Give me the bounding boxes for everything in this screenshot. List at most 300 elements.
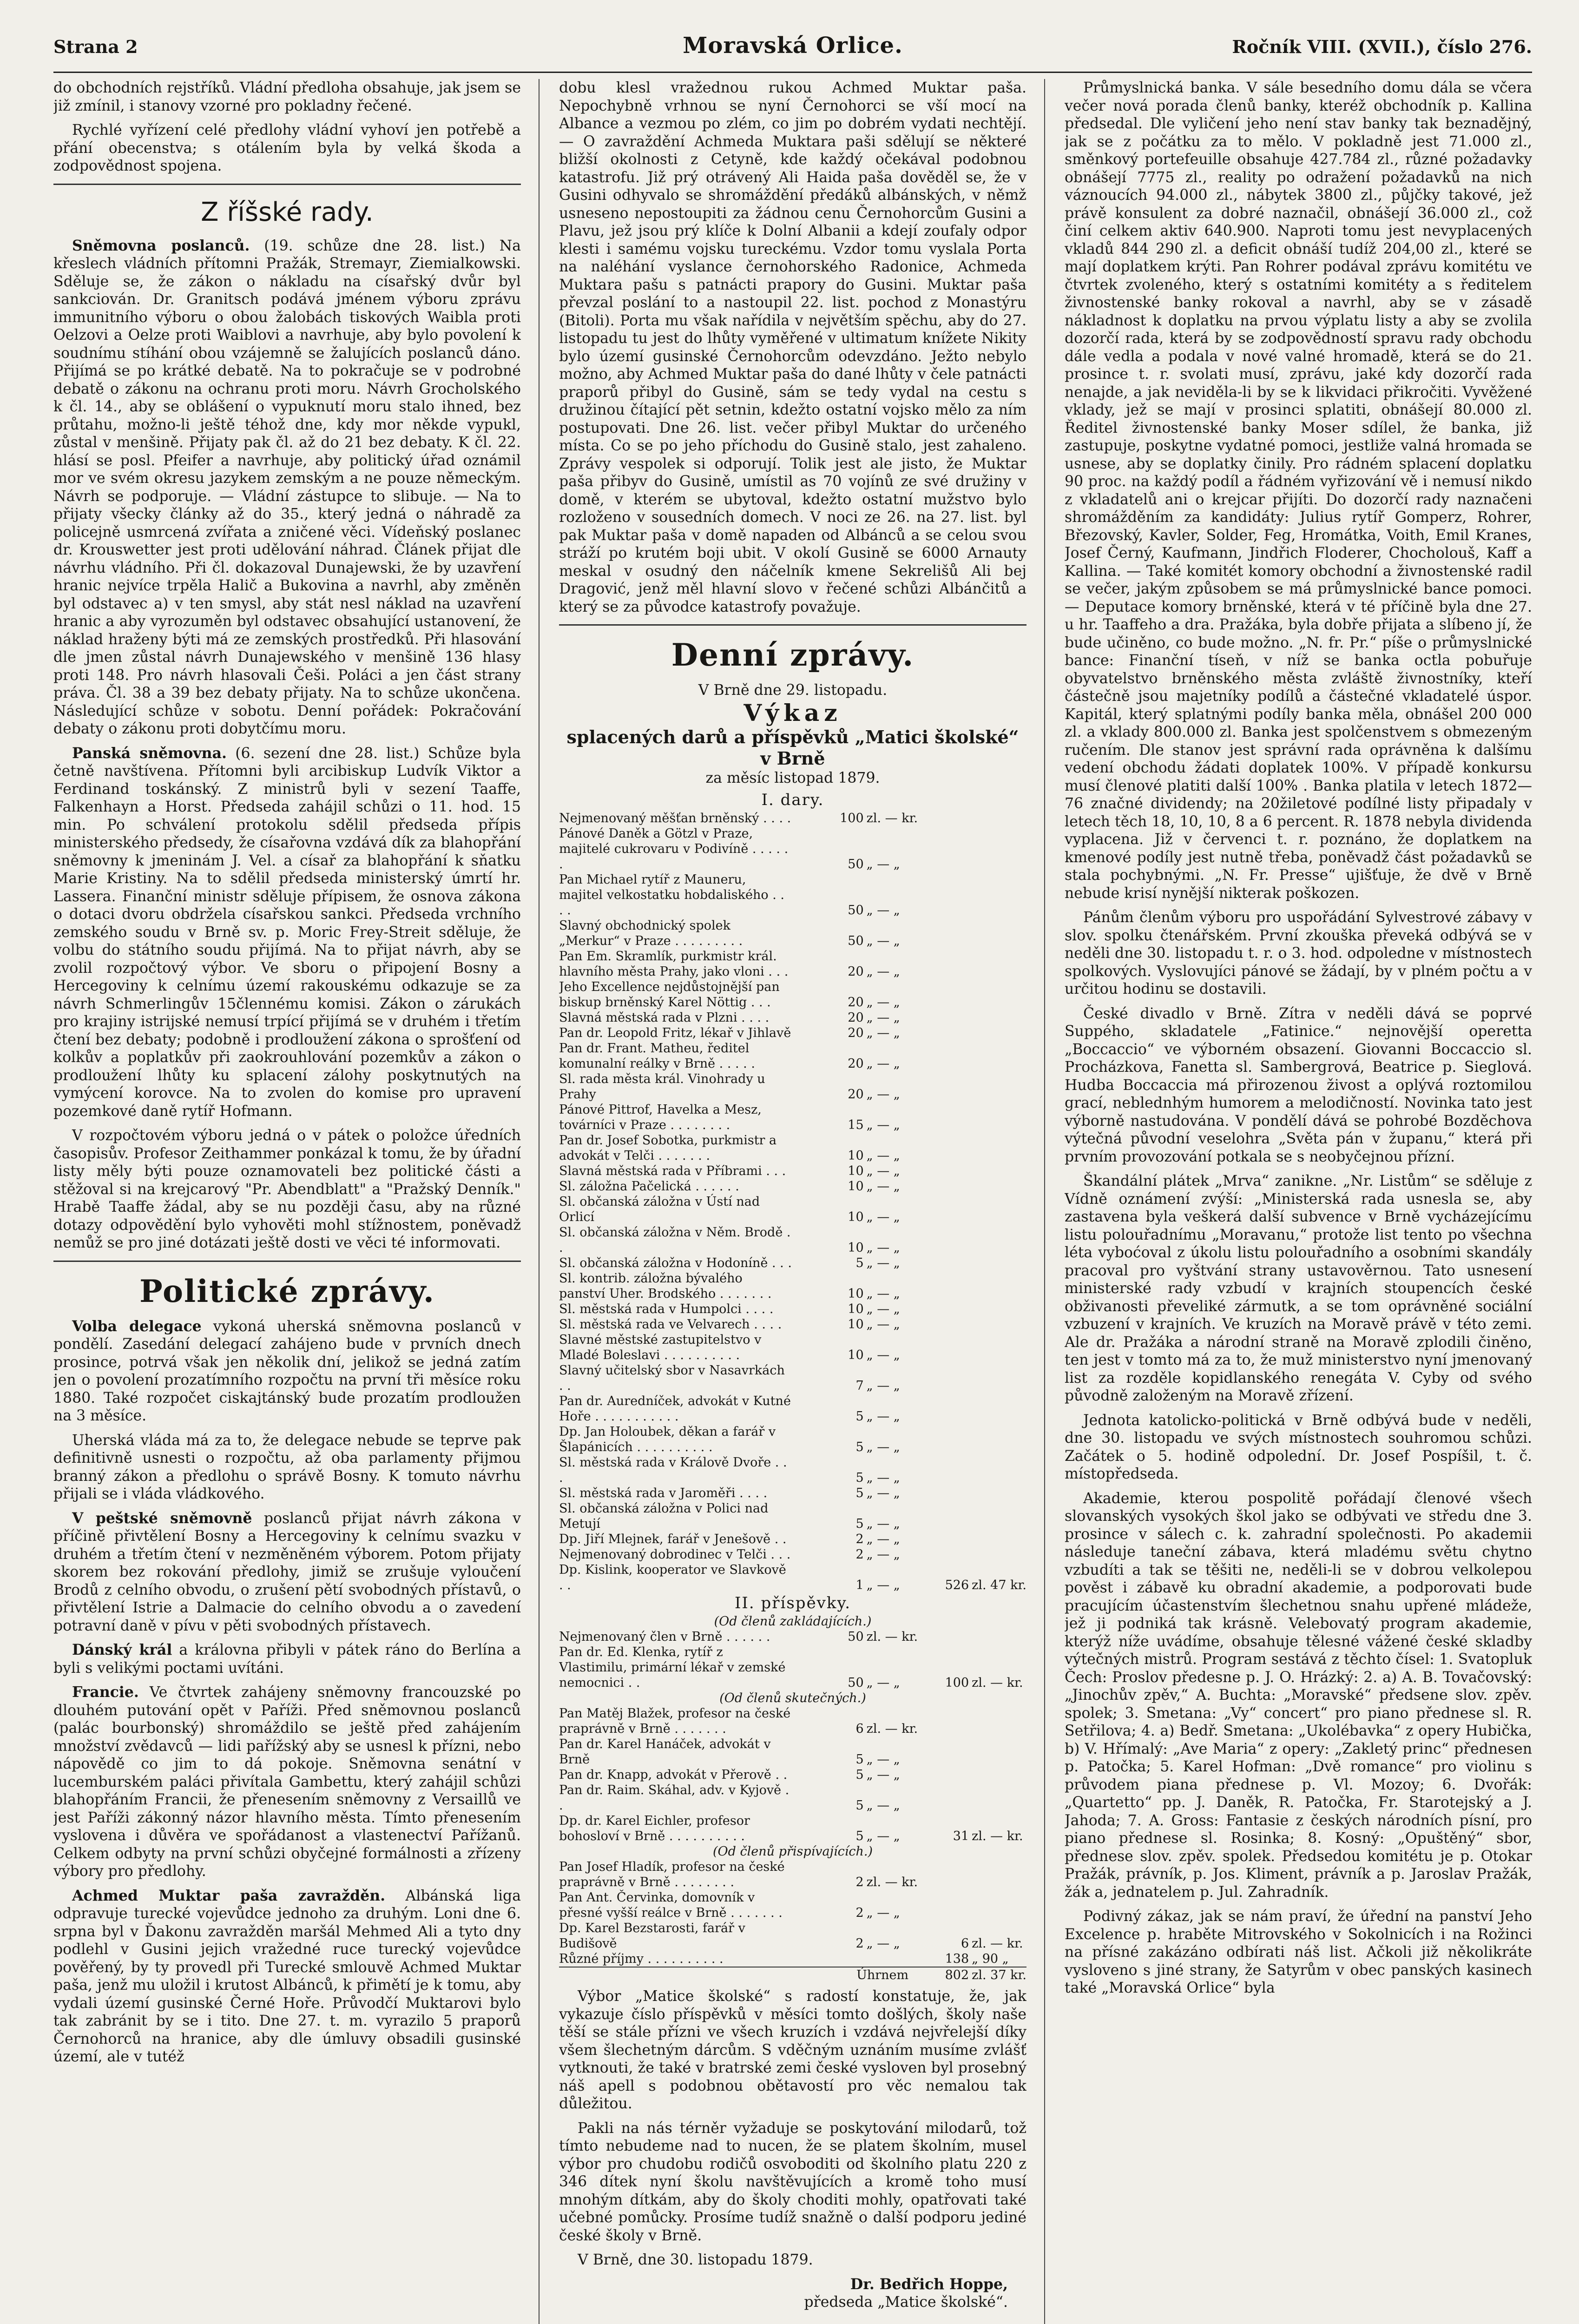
masthead-title: Moravská Orlice.	[683, 33, 903, 59]
article-heading: Sněmovna poslanců.	[72, 237, 250, 254]
donor-name: Jeho Excellence nejdůstojnější pan biskup brněnský Karel Nöttig . . .	[559, 980, 780, 1010]
amount-unit: „ — „	[866, 1379, 900, 1393]
subtotal-unit	[969, 1547, 1026, 1562]
article-paragraph: Uherská vláda má za to, že delegace nebude se teprve pak definitivně usnesti o rozpočtu, až oba parlamenty přijmou branný zákon a předlohu o správě Bosny. K tomuto návrhu přijali se i vláda vládkového.	[53, 1432, 521, 1502]
table-row	[559, 1071, 1026, 1102]
subtotal	[918, 1424, 969, 1455]
table-row	[559, 1041, 1026, 1071]
section-heading-denni-zpravy: Denní zprávy.	[671, 637, 915, 673]
table-row	[559, 1890, 1026, 1921]
subtotal-unit	[969, 1424, 1026, 1455]
donor-name: Sl. občanská záložna v Něm. Brodě . .	[559, 1225, 791, 1255]
table-subsection-note	[559, 1690, 1026, 1706]
donor-name: Dp. dr. Karel Eichler, profesor bohosloví v Brně . . . . . . . . . .	[559, 1814, 750, 1843]
donor-name: Dp. Jan Holoubek, děkan a farář v Šlapánicích . . . . . . . . . .	[559, 1425, 776, 1454]
amount-unit: „ — „	[866, 1348, 900, 1362]
amount: 20	[848, 995, 864, 1010]
amount: 20	[848, 1056, 864, 1071]
subtotal-unit	[969, 949, 1026, 979]
donor-name: Pan dr. Frant. Matheu, ředitel komunalní reálky v Brně . . . . .	[559, 1041, 755, 1071]
signature-role: předseda „Matice školské“.	[804, 2294, 1008, 2311]
table-row	[559, 1424, 1026, 1455]
article-heading: Achmed Muktar paša zavražděn.	[72, 1887, 386, 1904]
amount: 20	[848, 964, 864, 979]
amount-unit: „ — „	[866, 1578, 900, 1592]
amount-unit: „ — „	[866, 1056, 900, 1071]
subtotal	[918, 1767, 969, 1783]
amount-unit: „ — „	[866, 1768, 900, 1782]
table-row	[559, 826, 1026, 872]
donor-name: Pan dr. Auredníček, advokát v Kutné Hoře . . . . . . . . . . .	[559, 1394, 791, 1424]
amount: 50	[848, 857, 864, 872]
article-paragraph: Akademie, kterou pospolitě pořádají členové všech slovanských vysokých škol jako se odbývati ve středu dne 3. prosince v sálech c. k. zahradní společnosti. Po akademii následuje taneční zábava, která mladému světu chytno vzbudíti a tak se těšiti ne, neděli-li se v dobrou velkolepou pověst i zábavě ku obradní akademie, a podporovati bude pracujícím účastenstvím šlechetnou snahu upřené mládeže, jež ji podniká tak krásně. Velebovatý program akademie, kterýž níže uvádíme, obsahuje tělesné vážené české skladby výtečných mistrů. Program sestává z těchto čísel: 1. Svatopluk Čech: Proslov předesne p. J. O. Hrázký: 2. a) A. B. Tovačovský: „Jinochův zpěv,“ A. Buchta: „Moravské“ předsene slov. zpěv. spolek; 3. Smetana: „Vy“ concert“ pro piano přednese sl. R. Setřilova; 4. a) Bedř. Smetana: „Ukolébavka“ z opery Hubička, b) V. Hřímalý: „Ave Maria“ z opery: „Zakletý princ“ přednesen p. Patočka; 5. Karel Hofman: „Dvě romance“ pro violinu s průvodem piana přednese p. Vl. Mozoy; 6. Dvořák: „Quartetto“ pp. J. Daněk, R. Patočka, Fr. Starotejský a J. Jahoda; 7. A. Gross: Fantasie z českých národních písní, pro piano přednese sl. Rosinka; 8. Kosný: „Opuštěný“ sbor, přednese slov. zpěv. spolek. Předsedou komitétu je p. Otokar Pražák, právník, p. Jos. Kliment, právník a p. Jaroslav Pražák, žák a, jednatelem p. Jul. Zahradník.	[1065, 1490, 1532, 1901]
subtotal	[918, 1363, 969, 1393]
donations-table	[559, 790, 1026, 1983]
article-paragraph: Jednota katolicko-politická v Brně odbývá bude v neděli, dne 30. listopadu ve svých místnostech souhromou schůzi. Začátek o 5. hodině odpolední. Dr. Josef Pospíšil, t. č. místopředseda.	[1065, 1412, 1532, 1482]
article-heading: Panská sněmovna.	[72, 744, 227, 762]
subtotal-unit: zl. — kr.	[972, 1936, 1023, 1951]
amount: 5	[855, 1768, 864, 1782]
table-row	[559, 1025, 1026, 1041]
subtotal: 138	[945, 1952, 969, 1966]
subtotal-unit	[969, 918, 1026, 949]
subtotal	[918, 1532, 969, 1547]
donor-name: Pánové Pittrof, Havelka a Mesz, továrníci v Praze . . . . . . . .	[559, 1103, 762, 1132]
amount: 10	[848, 1348, 864, 1362]
amount: 50	[848, 1630, 864, 1644]
column-divider	[1044, 79, 1045, 2324]
article-paragraph: Průmyslnická banka. V sále besedního domu dála se včera večer nová porada členů banky, kteréž obchodník p. Kallina předsedal. Dle vyličení jeho není stav banky tak beznadějný, jak se z počátku za to mělo. V pokladně jest 71.000 zl., směnkový portefeuille obsahuje 427.784 zl., různé požadavky obnášejí 7775 zl., reality po odražení požadavků na nich váznoucích 94.000 zl., nábytek 3800 zl., půjčky takové, jež právě konsulent za dobré naznačil, obnášejí 36.000 zl., což činí celkem aktiv 640.900. Naproti tomu jest nevyplacených vkladů 844 290 zl. a deficit obnáší tudíž 204,00 zl., které se mají doplatkem krýti. Pan Rohrer podával zprávu komitétu ve čtvrtek zvoleného, který s ostatními komitéty a s ředitelem živnostenské banky rokoval a navrhl, aby se v zásadě nákladnost k doplatku na prvou výplatu listy a aby se zvolila dozorčí rada, která by se zodpovědností spravu rady obchodu dále vedla a podala v nové valné hromadě, která se do 21. prosince t. r. svolati musí, zprávu, jaké kdy dozorčí rada nenajde, a jak neviděla-li by se k likvidaci přikročiti. Vyvěžené vklady, jež se mají v prosinci splatiti, obnášejí 80.000 zl. Ředitel živnostenské banky Moser sdílel, že banka, již zastupuje, poskytne vydatné pomoci, jestliže valná hromada se usnese, aby se doplatky činily. Pro rádném splacení doplatku 90 proc. na každý podíl a řádném vyřizování vě i nemusí nikdo z vkladatelů ani o krejcar přijíti. Do dozorčí rady naznačeni shromážděním za kandidáty: Julius rytíř Gomperz, Rohrer, Březovský, Kavler, Solder, Feg, Hromátka, Voith, Emil Kranes, Josef Černý, Kaufmann, Jindřich Floderer, Chocholouš, Kaff a Kallina. — Také komitét komory obchodní a živnostenské radil se večer, jakým způsobem se má průmyslnické bance pomoci. — Deputace komory brněnské, která v té příčině byla dne 27. u hr. Taaffeho a dra. Pražáka, byla dobře přijata a slíbeno jí, že bude učiněno, co bude možno. „N. fr. Pr.“ píše o průmyslnické bance: Finanční tíseň, v níž se banka octla pobuřuje obyvatelstvo brněnského města zvláště živnostníky, kteří částečně jsou majetníky podílů a částečné vkladatelé úspor. Kapitál, který splatnými podíly banka měla, obnášel 200 000 zl. a vklady 800.000 zl. Banka jest spolčenstvem s obmezeným ručením. Dle stanov jest správní rada oprávněna k dalšímu vedení obchodu žádati doplatek 100%. V případě konkursu musí členové platiti další 100% . Banka platila v letech 1872—76 značné dividendy; na 20žiletové podílné listy připadaly v letech těch 18, 10, 10, 8 a 6 percent. R. 1878 nebyla dividenda vyplacena. Již v červenci t. r. poznáno, že doplatkem na kmenové podíly jest nutně třeba, poněvadž část požadavků se stala pochybnými. „N. Fr. Presse“ ujišťuje, že dvě v Brně nebude krisí nynější nikterak poškozen.	[1065, 79, 1532, 902]
table-row	[559, 1501, 1026, 1532]
subtotal-unit: „ 90 „	[972, 1952, 1009, 1966]
article-body: poslanců přijat návrh zákona v příčině přivtělení Bosny a Hercegoviny k celnímu svazku v druhém a třetím čtení v nezměněném výborem. Potom přijaty skorem bez rokování předlohy, jimiž se zrušuje vyloučení Brodů z celního obvodu, o zrušení pětí svobodných přístavů, o přivtělení Istrie a Dalmacie do celního obvodu a o zavedení potravní daně v pívu v pěti svobodných přístavech.	[53, 1510, 521, 1634]
subtotal	[918, 1859, 969, 1890]
amount-unit: „ — „	[866, 1026, 900, 1040]
donor-name: Pan dr. Knapp, advokát v Přerově . .	[559, 1768, 788, 1782]
subtotal-unit	[969, 1706, 1026, 1736]
table-row	[559, 1547, 1026, 1562]
subtotal	[918, 1271, 969, 1301]
donor-name: Pan Michael rytíř z Mauneru, majitel velkostatku hobdaliského . . . .	[559, 872, 784, 918]
subtotal-unit	[969, 1629, 1026, 1644]
article-body: a královna přibyli v pátek ráno do Berlína a byli s velikými poctami uvítáni.	[53, 1642, 521, 1677]
subtotal-unit	[969, 1271, 1026, 1301]
subtotal	[918, 1393, 969, 1424]
amount-unit: „ — „	[866, 1440, 900, 1454]
vykaz-period: za měsíc listopad 1879.	[705, 769, 880, 786]
subtotal-unit	[969, 1301, 1026, 1317]
subtotal-unit	[969, 1225, 1026, 1255]
subtotal-unit: zl. 47 kr.	[972, 1578, 1026, 1592]
amount: 2	[855, 1547, 864, 1562]
subtotal: 31	[953, 1829, 969, 1843]
amount: 2	[855, 1875, 864, 1889]
donor-name: Pan dr. Raim. Skáhal, adv. v Kyjově . .	[559, 1783, 790, 1813]
amount: 10	[848, 1317, 864, 1332]
subtotal-unit	[969, 1163, 1026, 1179]
subtotal	[918, 1455, 969, 1486]
table-row	[559, 1562, 1026, 1593]
subtotal-unit: zl. — kr.	[972, 1676, 1023, 1690]
table-row	[559, 1629, 1026, 1644]
article-paragraph: Pánům členům výboru pro uspořádání Sylvestrové zábavy v slov. spolku čtenářském. První zkouška převeká odbývá se v neděli dne 30. listopadu t. r. o 3. hod. odpoledne v místnostech spolkových. Vyslovujíci pánové se žádají, by v plném počtu a v určitou hodinu se dostavili.	[1065, 909, 1532, 997]
amount-unit: zl. — kr.	[866, 811, 918, 825]
table-row	[559, 1951, 1026, 1967]
column-2	[559, 79, 1026, 2324]
newspaper-page	[53, 33, 1532, 2324]
amount-unit: „ — „	[866, 1936, 900, 1951]
amount: 7	[855, 1379, 864, 1393]
article-paragraph: V rozpočtovém výboru jedná o v pátek o položce úředních časopisův. Profesor Zeithammer ponkázal k tomu, že by úřadní listy měly býti pouze oznamovateli bez politické části a stěžoval si na krejcarový "Pr. Abendblatt" a "Pražský Denník." Hrabě Taaffe žádal, aby se nu později času, aby na různé dotazy odpovědění bylo vyhověti mohl stížnostem, poněvadž nemůž se pro jiné dotázati ještě dosti ve věci té informovati.	[53, 1127, 521, 1251]
subtotal	[918, 1890, 969, 1921]
subtotal-unit	[969, 1071, 1026, 1102]
section-rule	[559, 624, 1026, 626]
donor-name: Pan Josef Hladík, profesor na české praprávně v Brně . . . . . . . .	[559, 1860, 785, 1889]
column-1	[53, 79, 521, 2324]
table-row	[559, 1813, 1026, 1844]
article-body: Albánská liga odpravuje turecké vojevůdce jednoho za druhým. Loni dne 6. srpna byl v Ďakonu zavražděn maršál Mehmed Ali a tyto dny podlehl v Gusini jejich vražedné ruce turecký vojevůdce pověřený, by ty provedl při Turecké smlouvě Achmed Muktar paša, jenž mu uložil i krutost Albánců, k přimětí je k tomu, aby vydali území gusinské Černé Hoře. Průvodčí Muktarovi bylo tak zabránit by se i tito. Dne 27. t. m. vyrazilo 5 praporů Černohorců na hranice, aby dle úmluvy obsadili gusinské území, ale v tutéž	[53, 1887, 521, 2065]
amount: 5	[855, 1798, 864, 1813]
amount: 20	[848, 1026, 864, 1040]
section-heading-risske-rady: Z říšské rady.	[201, 197, 374, 227]
donor-name: Pan dr. Leopold Fritz, lékař v Jihlavě	[559, 1026, 791, 1040]
donor-name: Nejmenovaný dobrodinec v Telči . . .	[559, 1547, 791, 1562]
amount: 20	[848, 1087, 864, 1102]
subtotal-unit	[969, 1317, 1026, 1332]
subtotal	[918, 1194, 969, 1225]
table-row	[559, 1363, 1026, 1393]
amount: 5	[855, 1486, 864, 1500]
subtotal-unit	[969, 1255, 1026, 1271]
subtotal	[918, 979, 969, 1010]
amount: 15	[848, 1118, 864, 1132]
amount: 5	[855, 1256, 864, 1270]
amount: 2	[855, 1532, 864, 1546]
amount: 10	[848, 1149, 864, 1163]
subtotal-unit	[969, 1455, 1026, 1486]
subtotal-unit: zl. — kr.	[972, 1829, 1023, 1843]
subtotal-unit	[969, 1859, 1026, 1890]
subtotal	[918, 1102, 969, 1133]
amount-unit: „ — „	[866, 1087, 900, 1102]
subtotal	[918, 826, 969, 872]
table-row	[559, 1486, 1026, 1501]
table-row	[559, 1393, 1026, 1424]
issue-info: Ročník VIII. (XVII.), číslo 276.	[1232, 36, 1532, 57]
amount: 5	[855, 1829, 864, 1843]
donor-name: Slavná městská rada v Plzni . . . .	[559, 1010, 770, 1025]
vykaz-title: Výkaz	[743, 699, 842, 726]
subtotal	[918, 949, 969, 979]
table-row	[559, 811, 1026, 826]
amount-unit: „ — „	[866, 1149, 900, 1163]
article-heading: Dánský král	[72, 1641, 172, 1658]
subsection-label: (Od členů přispívajících.)	[713, 1844, 873, 1859]
subtotal-unit	[969, 811, 1026, 826]
subtotal-unit	[969, 1179, 1026, 1194]
section-heading-politicke-zpravy: Politické zprávy.	[139, 1273, 435, 1309]
subtotal-unit	[969, 1025, 1026, 1041]
subtotal	[918, 1133, 969, 1163]
subtotal	[918, 1071, 969, 1102]
subtotal-unit	[969, 1890, 1026, 1921]
amount: 20	[848, 1010, 864, 1025]
closing-date: V Brně, dne 30. listopadu 1879.	[578, 2251, 813, 2268]
subtotal-unit	[969, 1194, 1026, 1225]
subtotal	[918, 1301, 969, 1317]
subtotal-unit	[969, 1102, 1026, 1133]
amount-unit: „ — „	[866, 1532, 900, 1546]
subtotal-unit	[969, 1041, 1026, 1071]
subtotal	[918, 872, 969, 918]
subtotal-unit	[969, 1736, 1026, 1767]
section-rule	[53, 1261, 521, 1262]
amount-unit: „ — „	[866, 1486, 900, 1500]
table-subsection-note	[559, 1614, 1026, 1629]
amount: 5	[855, 1517, 864, 1531]
amount-unit: „ — „	[866, 1798, 900, 1813]
dateline: V Brně dne 29. listopadu.	[698, 682, 888, 699]
column-3	[1065, 79, 1532, 2324]
amount-unit	[864, 1951, 918, 1967]
article-body: (6. sezení dne 28. list.) Schůze byla četně navštívena. Přítomni byli arcibiskup Ludvík Viktor a Ferdinand toskánský. Z ministrů byli v sezení Taaffe, Falkenhayn a Horst. Předseda zahájil schůzi o 11. hod. 15 min. Po schválení protokolu sdělil předseda přípis ministerského předsedy, že císařovna vzdává dík za blahopřání sněmovny k jmeninám J. Vel. a císař za blahopřání k sňatku Marie Kristiny. Na to sdělil předseda ministerský úmrtí hr. Lassera. Finanční ministr sděluje přípisem, že osnova zákona o dotaci dvoru obdržela císařskou sankci. Předseda vrchního zemského soudu v Brně sv. p. Moric Frey-Streit sděluje, že volbu do státního soudu přijímá. Na to přijat návrh, aby se zvolil rozpočtový výbor. Ve sboru o připojení Bosny a Hercegoviny k celnímu území rakouskému odkazuje se za návrh Schmerlingův 15člennému komisi. Zákon o zárukách pro krajiny istrijské nemusí trpící přijímá se v druhém i třetím čtení bez debaty; podobně i prodloužení zákona o sprošťení od kolkův a poplatkův při zaokrouhlování pozemkův a zákon o prodloužení lhůty ku splacení zálohy poskytnutých na vymýcení korovce. Na to zvolen do komise pro upravení pozemkové daně rytíř Hofmann.	[53, 745, 521, 1120]
subtotal: 100	[945, 1676, 969, 1690]
table-row	[559, 1317, 1026, 1332]
subtotal	[918, 1547, 969, 1562]
donor-name: Dp. Kislink, kooperator ve Slavkově . .	[559, 1563, 786, 1592]
table-row	[559, 1532, 1026, 1547]
subtotal-unit	[969, 1532, 1026, 1547]
donor-name: Slavný obchodnický spolek „Merkur“ v Praze . . . . . . . . .	[559, 918, 743, 948]
amount: 5	[855, 1409, 864, 1424]
table-row	[559, 1255, 1026, 1271]
amount-unit: „ — „	[866, 1409, 900, 1424]
subtotal-unit	[969, 1783, 1026, 1813]
total-unit: zl. 37 kr.	[969, 1967, 1026, 1983]
subtotal	[918, 1041, 969, 1071]
amount: 10	[848, 1164, 864, 1178]
table-section-heading	[559, 790, 1026, 811]
donor-name: Slavný učitelský sbor v Nasavrkách . .	[559, 1363, 785, 1393]
amount-unit: „ — „	[866, 1471, 900, 1485]
article-body: Ve čtvrtek zahájeny sněmovny francouzské po dlouhém putování opět v Paříži. Před sněmovnou poslanců (palác bourbonský) shromáždilo se ještě před zahájením množství zvědavců — lidi pařížský aby se usnesl k přízni, nebo nápovědě co jim to dá pokoje. Sněmovna senátní v lucemburském paláci přivítala Gambettu, který zahájil schůzi blahopřáním Francii, že přenesením sněmovny z Versaillů ve jest Paříži zákonný názor hlavního města. Tímto přenesením vyslovena i důvěra ve spořádanost a vlastenectví Pařížanů. Celkem odbyty na první schůzi obyčejné formálnosti a zřízeny výbory pro předlohy.	[53, 1684, 521, 1880]
vykaz-subtitle: splacených darů a příspěvků „Matici školské“ v Brně	[566, 726, 1019, 769]
donor-name: Sl. občanská záložna v Ústí nad Orlicí	[559, 1195, 760, 1224]
donor-name: Dp. Karel Bezstarosti, farář v Budišově	[559, 1921, 745, 1951]
section-label: I. dary.	[761, 791, 824, 809]
subsection-label: (Od členů zakládajících.)	[714, 1614, 872, 1629]
article-paragraph: Výbor „Matice školské“ s radostí konstatuje, že, jak vykazuje číslo příspěvků v měsíci tomto došlých, školy naše těší se stále přízni ve všech kruzích i vzdává nejvřelejší díky všem šlechetným dárcům. S vděčným uznáním musíme zvlášť vytknouti, že také v bratrské zemi české vysloven byl prosebný náš apell s podobnou obětavostí pro věc nemalou tak důležitou.	[559, 1988, 1026, 2112]
table-row	[559, 1706, 1026, 1736]
subtotal	[918, 918, 969, 949]
amount-unit: „ — „	[866, 1517, 900, 1531]
table-row	[559, 1102, 1026, 1133]
subtotal-unit	[969, 1767, 1026, 1783]
amount: 5	[855, 1752, 864, 1767]
table-row	[559, 1736, 1026, 1767]
table-row	[559, 979, 1026, 1010]
subtotal	[918, 1629, 969, 1644]
amount: 5	[855, 1471, 864, 1485]
subtotal-unit	[969, 1133, 1026, 1163]
subtotal-unit	[969, 1332, 1026, 1363]
article-paragraph: Podivný zákaz, jak se nám praví, že úřední na panství Jeho Excelence p. hraběte Mitrovského v Sokolnicích i na Rožinci na přísné zakázáno odbírati náš list. Ačkoli již několikráte vysloveno s jiné strany, že Satyrům v obec panských kasinech také „Moravská Orlice“ byla	[1065, 1908, 1532, 1996]
subtotal	[918, 1736, 969, 1767]
amount	[794, 1951, 864, 1967]
donor-name: Nejmenovaný člen v Brně . . . . . .	[559, 1630, 770, 1644]
donor-name: Dp. Jiří Mlejnek, farář v Jenešově . .	[559, 1532, 787, 1546]
amount-unit: „ — „	[866, 1676, 900, 1690]
amount-unit: zl. — kr.	[866, 1722, 918, 1736]
subtotal	[918, 1501, 969, 1532]
subtotal	[918, 1163, 969, 1179]
subtotal: 6	[961, 1936, 969, 1951]
amount-unit: „ — „	[866, 1287, 900, 1301]
donor-name: Pan dr. Ed. Klenka, rytíř z Vlastimilu, primární lékař v zemské nemocnici . .	[559, 1645, 786, 1690]
article-heading: Volba delegace	[72, 1317, 202, 1335]
subtotal	[918, 1706, 969, 1736]
article-paragraph: do obchodních rejstříků. Vládní předloha obsahuje, jak jsem se již zmínil, i stanovy vzorné pro pokladny řečené.	[53, 79, 521, 114]
table-row	[559, 1783, 1026, 1813]
donor-name: Pan dr. Karel Hanáček, advokát v Brně	[559, 1737, 771, 1767]
article-body: vykoná uherská sněmovna poslanců v pondělí. Zasedání delegací zahájeno bude v prvních dnech prosince, potrvá však jen několik dní, jelikož se jedná zatím jen o povolení prozatímního rozpočtu na první tři měsíce roku 1880. Také rozpočet ciskajtánský bude prozatím prodloužen na 3 měsíce.	[53, 1318, 521, 1424]
table-row	[559, 1859, 1026, 1890]
amount-unit: „ — „	[866, 995, 900, 1010]
amount: 10	[848, 1210, 864, 1224]
table-subsection-note	[559, 1844, 1026, 1859]
subtotal	[918, 1010, 969, 1025]
amount: 10	[848, 1287, 864, 1301]
subtotal	[918, 1179, 969, 1194]
amount: 2	[855, 1936, 864, 1951]
table-row	[559, 1767, 1026, 1783]
subtotal-unit	[969, 872, 1026, 918]
table-row	[559, 918, 1026, 949]
subtotal	[918, 1025, 969, 1041]
article-body: (19. schůze dne 28. list.) Na křeslech vládních přítomni Pražák, Stremayr, Ziemialkowski. Sděluje se, že zákon o nákladu na císařský dvůr byl sankciován. Dr. Granitsch podává jménem výboru zprávu immunitního výboru o obou žalobách tiskových Waibla proti Oelzovi a Oelze proti Waiblovi a navrhuje, aby bylo povolení k soudnímu stíhání obou vzájemně se žalujících poslanců dáno. Přijímá se po krátké debatě. Na to pokračuje se v podrobné debatě o zákonu na ochranu proti moru. Návrh Grocholského k čl. 14., aby se oblášení o vypuknutí moru stalo ihned, bez průtahu, možno-li ještě téhož dne, kdy mor někde vypukl, zůstal v menšině. Přijaty pak čl. až do 21 bez debaty. K čl. 22. hlásí se posl. Pfeifer a navrhuje, aby politický úřad oznámil mor ve svém okresu jazykem zemským a ne pouze německým. Návrh se podporuje. — Vládní zástupce to slibuje. — Na to přijaty všecky články až do 35., který jedná o náhradě za policejně usmrcená zvířata a zničené věci. Vídeňský poslanec dr. Krouswetter jest proti udělování náhrad. Článek přijat dle návrhu vládního. Při čl. dokazoval Dunajewski, že by uzavření hranic nejvíce trpěla Halič a Bukovina a navrhl, aby změněn byl odstavec a) v ten smysl, aby stát nesl náklad na uzavření hranic a aby vyrozuměn byl odstavec obsahující ustanovení, že náklad hraženy býti má ze zemských prostředků. Při hlasování dle jmen zůstal návrh Dunajewského v menšině 136 hlasy proti 148. Pro návrh hlasovali Češi. Poláci a jen část strany práva. Čl. 38 a 39 bez debaty přijaty. Na to schůze ukončena. Následující schůze v sobotu. Denní pořádek: Pokračování debaty o zákonu proti dobytčímu moru.	[53, 237, 521, 737]
table-row	[559, 1921, 1026, 1951]
donor-name: Pánové Daněk a Götzl v Praze, majitelé cukrovaru v Podivíně . . . . . .	[559, 826, 789, 872]
article-heading: Francie.	[72, 1684, 139, 1701]
table-row	[559, 1301, 1026, 1317]
amount: 50	[848, 903, 864, 918]
table-row	[559, 1163, 1026, 1179]
article-heading: V peštské sněmovně	[72, 1509, 252, 1527]
subtotal	[918, 1332, 969, 1363]
donor-name: Pan Ant. Červinka, domovník v přesné vyšší reálce v Brně . . . . . . .	[559, 1890, 783, 1920]
donor-name: Sl. občanská záložna v Hodoníně . . .	[559, 1256, 792, 1270]
donor-name: Sl. záložna Pačelická . . . . . .	[559, 1179, 739, 1194]
amount: 10	[848, 1179, 864, 1194]
subtotal-unit	[969, 826, 1026, 872]
article-paragraph: České divadlo v Brně. Zítra v neděli dává se poprvé Suppého, skladatele „Fatinice.“ nejnovější operetta „Boccaccio“ ve výborném obsazení. Giovanni Boccaccio sl. Procházkova, Fanetta sl. Sambergrová, Beatrice p. Sieglová. Hudba Boccaccia má přirozenou živost a oplývá roztomilou grací, neblednhým humorem a melodičností. Novinka tato jest výborně nastudována. V pondělí dává se pohrobé Bozděchova výtečná původní veselohra „Světa pán v županu,“ která při prvním provozování potkala se s neobyčejnou přízní.	[1065, 1005, 1532, 1165]
table-row	[559, 1225, 1026, 1255]
amount: 1	[855, 1578, 864, 1592]
subtotal	[918, 1225, 969, 1255]
amount-unit: „ — „	[866, 1256, 900, 1270]
total-label: Úhrnem	[559, 1967, 918, 1983]
table-row	[559, 1179, 1026, 1194]
amount-unit: „ — „	[866, 903, 900, 918]
amount-unit: zl. — kr.	[866, 1875, 918, 1889]
subtotal	[918, 811, 969, 826]
subtotal-unit	[969, 1010, 1026, 1025]
amount: 6	[855, 1722, 864, 1736]
amount-unit: „ — „	[866, 1302, 900, 1316]
subtotal-unit	[969, 1363, 1026, 1393]
article-paragraph: Rychlé vyřízení celé předlohy vládní vyhoví jen potřebě a přání obecenstva; s otálením byla by velká škoda a zodpovědnost spojena.	[53, 122, 521, 174]
signature-name: Dr. Bedřich Hoppe,	[850, 2275, 1008, 2293]
amount-unit: „ — „	[866, 1829, 900, 1843]
article-paragraph: Škandální plátek „Mrva“ zanikne. „Nr. Listům“ se sděluje z Vídně oznámení zvýší: „Ministerská rada usnesla se, aby zastavena byla veškerá další subvence v Brně vycházejícímu listu polouřadnímu „Moravanu,“ protože list tento po všechna léta vyboćoval z úkolu listu polouřadního a osobními skandály pracoval pro vyštvání strany ustavověrnou. Tato usnesení ministerské rady vzbudí v krajních stoupencích české obživanosti převeliké zármutk, a se tom oprávněné sociální vzbuzení v krajních. Ve kruzích na Moravě právě v této zemi. Ale dr. Pražáka a národní straně na Moravě zplodili činěno, ten jest v tomto má za to, že muž ministerstvo nyní jmenovaný list za rozděle kopidlanského renegáta V. Cyby od svého původně založeným na Moravě zřízení.	[1065, 1173, 1532, 1404]
table-section-heading	[559, 1593, 1026, 1614]
donor-name: Sl. kontrib. záložna bývalého panství Uher. Brodského . . . . . . .	[559, 1271, 772, 1301]
donor-name: Různé příjmy . . . . . . . . . .	[559, 1952, 724, 1966]
amount: 50	[848, 934, 864, 948]
subtotal: 526	[945, 1578, 969, 1592]
amount-unit: „ — „	[866, 1179, 900, 1194]
table-row	[559, 1455, 1026, 1486]
donor-name: Pan Matěj Blažek, profesor na české praprávně v Brně . . . . . . .	[559, 1706, 791, 1736]
subtotal	[918, 1486, 969, 1501]
donor-name: Slavná městská rada v Příbrami . . .	[559, 1164, 786, 1178]
amount-unit: „ — „	[866, 1210, 900, 1224]
amount-unit: „ — „	[866, 1317, 900, 1332]
section-rule	[53, 184, 521, 185]
subtotal-unit	[969, 1501, 1026, 1532]
amount-unit: „ — „	[866, 1906, 900, 1920]
amount-unit: „ — „	[866, 857, 900, 872]
amount-unit: „ — „	[866, 1547, 900, 1562]
total-value: 802	[918, 1967, 969, 1983]
subtotal-unit	[969, 1393, 1026, 1424]
amount-unit: „ — „	[866, 934, 900, 948]
amount-unit: „ — „	[866, 1010, 900, 1025]
amount-unit: „ — „	[866, 1118, 900, 1132]
section-label: II. příspěvky.	[734, 1594, 851, 1612]
total-row	[559, 1967, 1026, 1983]
amount-unit: „ — „	[866, 1241, 900, 1255]
table-row	[559, 1133, 1026, 1163]
subtotal	[918, 1255, 969, 1271]
subtotal	[918, 1783, 969, 1813]
subtotal	[918, 1317, 969, 1332]
page-header	[53, 33, 1532, 73]
donor-name: Sl. městská rada v Humpolci . . . .	[559, 1302, 774, 1316]
page-number: Strana 2	[53, 36, 138, 57]
article-paragraph: dobu klesl vražednou rukou Achmed Muktar paša. Nepochybně vrhnou se nyní Černohorci se vší mocí na Albance a vezmou po zlém, co jim po dobrém vydati nechtějí. — O zavraždění Achmeda Muktara paši sdělují se některé bližší okolnosti z Cetyně, kde každý očekával podobnou katastrofu. Již prý otrávený Ali Haida paša dověděl se, že v Gusini odhyvalo se shromáždění předáků albánských, v němž usneseno nepostoupiti za žádnou cenu Černohorcům Gusini a Plavu, jež jsou prý klíče k Dolní Albanii a kdejí zoufaly odpor klesti i samému vojsku tureckému. Vzdor tomu vyslala Porta na naléhání vyslance černohorského Radonice, Achmeda Muktara pašu s patnácti prapory do Gusini. Muktar paša převzal poslání to a nastoupil 22. list. pochod z Monastýru (Bitoli). Porta mu však nařídila v největším spěchu, aby do 27. listopadu tu jest do lhůty vyměřené v ultimatum knížete Nikity bylo území gusinské Černohorcům odevzdáno. Ježto nebylo možno, aby Achmed Muktar paša do dané lhůty v čele patnácti praporů přibyl do Gusině, sám se tedy vydal na cestu s družinou čítající pět setnin, kdežto ostatní vojsko mělo za ním postupovati. Dne 26. list. večer přibyl Muktar do určeného místa. Co se po jeho příchodu do Gusině stalo, jest zahaleno. Zprávy vespolek si odporují. Tolik jest ale jisto, že Muktar paša přibyv do Gusině, umístil as 70 vojínů ze své družiny v domě, v kterém se ubytoval, kdežto ostatní mužstvo bylo rozloženo v sousedních domech. V noci ze 26. na 27. list. byl pak Muktar paša v domě napaden od Albánců a se celou svou stráží po krutém boji ubit. V okolí Gusině se 6000 Arnauty meskal v osudný den náčelník kmene Sekrelišů Ali bej Dragović, jenž měl hlavní slovo v řečené schůzi Albánčitů a který se za původce katastrofy považuje.	[559, 79, 1026, 615]
amount: 5	[855, 1440, 864, 1454]
amount: 10	[848, 1302, 864, 1316]
table-row	[559, 1271, 1026, 1301]
donor-name: Pan Em. Skramlík, purkmistr král. hlavního města Prahy, jako vloni . . .	[559, 949, 789, 979]
subtotal-unit	[969, 1486, 1026, 1501]
table-row	[559, 1010, 1026, 1025]
amount: 50	[848, 1676, 864, 1690]
donor-name: Sl. městská rada ve Velvarech . . . .	[559, 1317, 782, 1332]
subsection-label: (Od členů skutečných.)	[719, 1691, 866, 1705]
amount: 2	[855, 1906, 864, 1920]
donor-name: Sl. městská rada v Jaroměři . . . .	[559, 1486, 768, 1500]
subtotal-unit	[969, 979, 1026, 1010]
donor-name: Nejmenovaný měšťan brněnský . . . .	[559, 811, 791, 825]
table-row	[559, 949, 1026, 979]
amount-unit: „ — „	[866, 1164, 900, 1178]
table-row	[559, 1194, 1026, 1225]
donor-name: Sl. rada města král. Vinohrady u Prahy	[559, 1072, 765, 1102]
table-row	[559, 1332, 1026, 1363]
amount-unit: „ — „	[866, 964, 900, 979]
